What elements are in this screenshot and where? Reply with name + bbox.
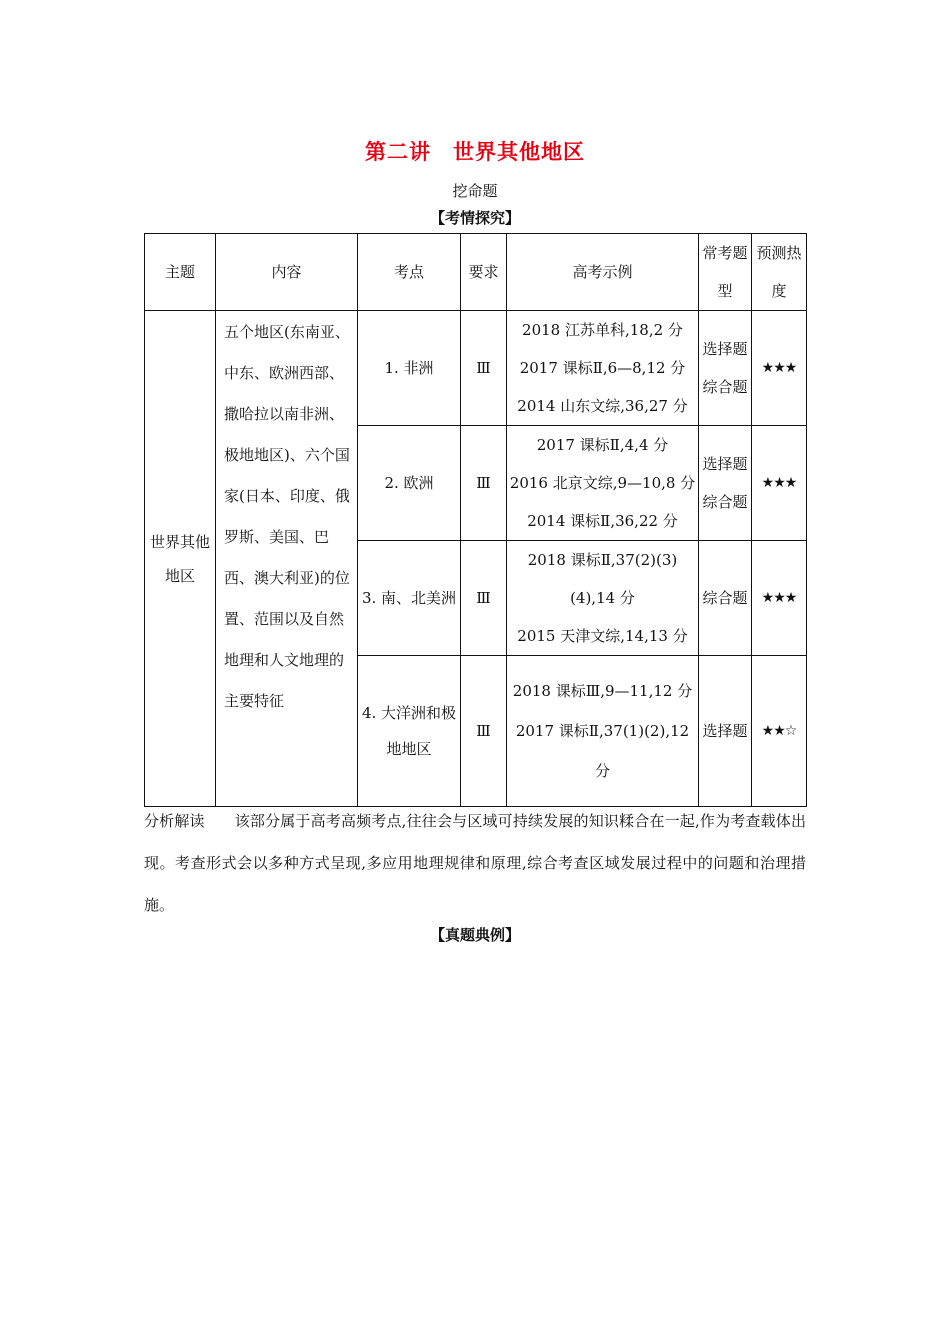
- header-cell: 考点: [358, 234, 461, 311]
- example-line: 2014 课标Ⅱ,36,22 分: [527, 512, 678, 530]
- heat-rating: ★★★: [752, 541, 807, 656]
- exam-examples: [507, 311, 699, 426]
- example-line: 2017 课标Ⅱ,4,4 分: [536, 436, 669, 454]
- analysis-label: 分析解读: [144, 812, 205, 830]
- requirement: Ⅲ: [461, 541, 507, 656]
- exam-point: 4. 大洋洲和极地地区: [358, 656, 461, 807]
- example-line: 2017 课标Ⅱ,37(1)(2),12: [515, 722, 690, 740]
- header-cell: 主题: [145, 234, 216, 311]
- example-line: 分: [594, 762, 610, 780]
- section-heading-exam-analysis: 【考情探究】: [429, 209, 520, 227]
- requirement: Ⅲ: [461, 311, 507, 426]
- content-cell: 五个地区(东南亚、中东、欧洲西部、撒哈拉以南非洲、极地地区)、六个国家(日本、印度、俄罗斯、美国、巴西、澳大利亚)的位置、范围以及自然地理和人文地理的主要特征: [216, 311, 358, 807]
- example-line: 2017 课标Ⅱ,6—8,12 分: [519, 359, 686, 377]
- question-type-line: 选择题: [702, 722, 748, 740]
- header-cell: 内容: [216, 234, 358, 311]
- header-cell: 常考题型: [699, 234, 752, 311]
- heat-rating: ★★★: [752, 426, 807, 541]
- example-line: 2018 课标Ⅲ,9—11,12 分: [512, 682, 693, 700]
- question-type: [699, 311, 752, 426]
- question-type-line: 选择题: [702, 340, 748, 358]
- question-type: [699, 541, 752, 656]
- analysis-text: 该部分属于高考高频考点,往往会与区域可持续发展的知识糅合在一起,作为考查载体出现。考查形式会以多种方式呈现,多应用地理规律和原理,综合考查区域发展过程中的问题和治理措施。: [144, 812, 806, 914]
- heat-rating: ★★☆: [752, 656, 807, 807]
- exam-examples: [507, 426, 699, 541]
- header-cell: 高考示例: [507, 234, 699, 311]
- section-heading-examples: 【真题典例】: [429, 926, 520, 944]
- heat-rating: ★★★: [752, 311, 807, 426]
- requirement: Ⅲ: [461, 426, 507, 541]
- example-line: 2014 山东文综,36,27 分: [517, 397, 688, 415]
- header-cell: 预测热度: [752, 234, 807, 311]
- example-line: 2015 天津文综,14,13 分: [517, 627, 688, 645]
- example-line: 2018 课标Ⅱ,37(2)(3): [527, 551, 678, 569]
- exam-point: 2. 欧洲: [358, 426, 461, 541]
- topic-cell: 世界其他地区: [145, 311, 216, 807]
- question-type-line: 选择题: [702, 455, 748, 473]
- exam-analysis-table: [144, 233, 807, 807]
- exam-examples: [507, 541, 699, 656]
- page-title: 第二讲 世界其他地区: [365, 140, 585, 164]
- example-line: (4),14 分: [570, 589, 635, 607]
- question-type: [699, 426, 752, 541]
- table-row: [145, 311, 807, 426]
- exam-point: 3. 南、北美洲: [358, 541, 461, 656]
- subtitle: 挖命题: [452, 182, 498, 200]
- question-type-line: 综合题: [702, 378, 748, 396]
- example-line: 2016 北京文综,9—10,8 分: [509, 474, 696, 492]
- analysis-paragraph: [144, 800, 806, 926]
- example-line: 2018 江苏单科,18,2 分: [522, 321, 683, 339]
- exam-point: 1. 非洲: [358, 311, 461, 426]
- question-type-line: 综合题: [702, 589, 748, 607]
- requirement: Ⅲ: [461, 656, 507, 807]
- question-type: [699, 656, 752, 807]
- header-cell: 要求: [461, 234, 507, 311]
- table-header-row: [145, 234, 807, 311]
- question-type-line: 综合题: [702, 493, 748, 511]
- exam-examples: [507, 656, 699, 807]
